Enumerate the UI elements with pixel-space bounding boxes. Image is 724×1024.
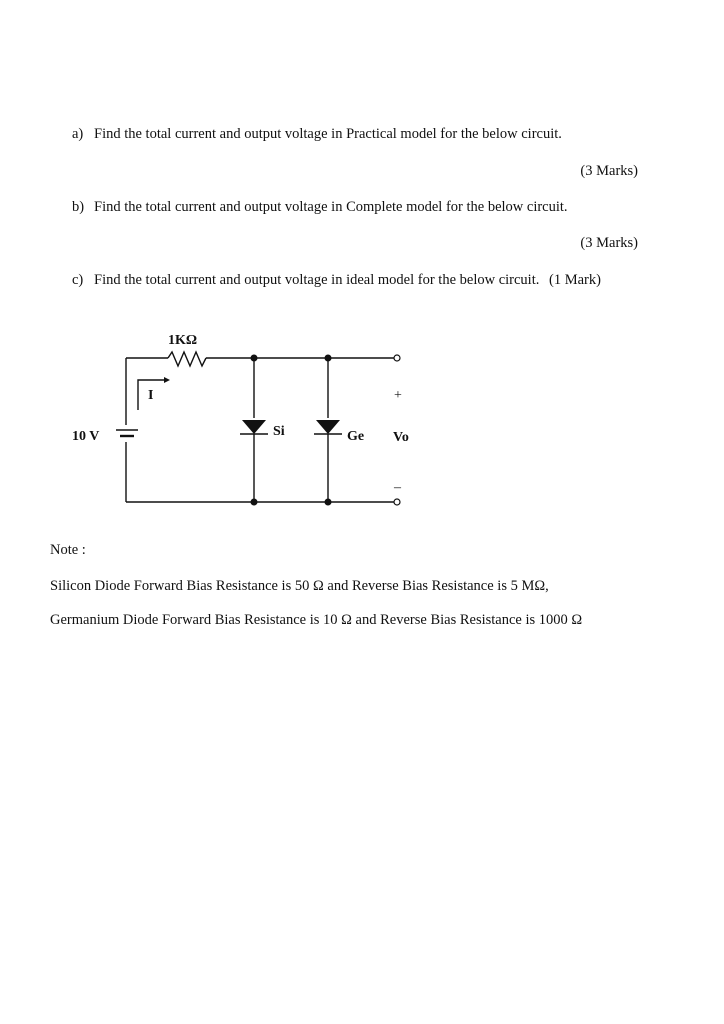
- question-b-marks: (3 Marks): [580, 235, 638, 251]
- question-a-text: Find the total current and output voltage in Practical model for the below circuit.: [94, 126, 562, 142]
- question-c: [72, 272, 601, 289]
- question-a-marks: (3 Marks): [580, 163, 638, 179]
- junction-dot: [251, 355, 258, 362]
- question-b: [72, 199, 568, 216]
- resistor-label: 1KΩ: [168, 333, 198, 348]
- junction-dot: [251, 499, 258, 506]
- question-b-letter: b): [72, 199, 85, 215]
- source-label: 10 V: [72, 429, 100, 444]
- question-a: [72, 126, 562, 143]
- si-label: Si: [273, 424, 285, 439]
- question-b-text: Find the total current and output voltage in Complete model for the below circuit.: [94, 199, 568, 215]
- question-c-text: Find the total current and output voltage in ideal model for the below circuit.: [94, 272, 540, 288]
- question-c-letter: c): [72, 272, 84, 288]
- si-diode-symbol: [242, 420, 266, 434]
- junction-dot: [325, 499, 332, 506]
- plus-label: +: [394, 388, 402, 403]
- output-terminal-top: [394, 355, 400, 361]
- note-line-silicon: Silicon Diode Forward Bias Resistance is 50 Ω and Reverse Bias Resistance is 5 MΩ,: [50, 578, 549, 594]
- question-a-letter: a): [72, 126, 84, 142]
- ge-diode-symbol: [316, 420, 340, 434]
- output-terminal-bottom: [394, 499, 400, 505]
- current-label: I: [148, 388, 154, 403]
- minus-label: –: [394, 480, 401, 495]
- resistor-symbol: [168, 352, 206, 366]
- current-arrow-head: [164, 377, 170, 383]
- note-heading: Note :: [50, 542, 86, 558]
- output-label: Vo: [393, 430, 409, 445]
- circuit-diagram: [60, 320, 440, 520]
- junction-dot: [325, 355, 332, 362]
- note-line-germanium: Germanium Diode Forward Bias Resistance is 10 Ω and Reverse Bias Resistance is 1000 Ω: [50, 612, 583, 628]
- ge-label: Ge: [347, 429, 365, 444]
- question-c-marks: (1 Mark): [548, 272, 601, 288]
